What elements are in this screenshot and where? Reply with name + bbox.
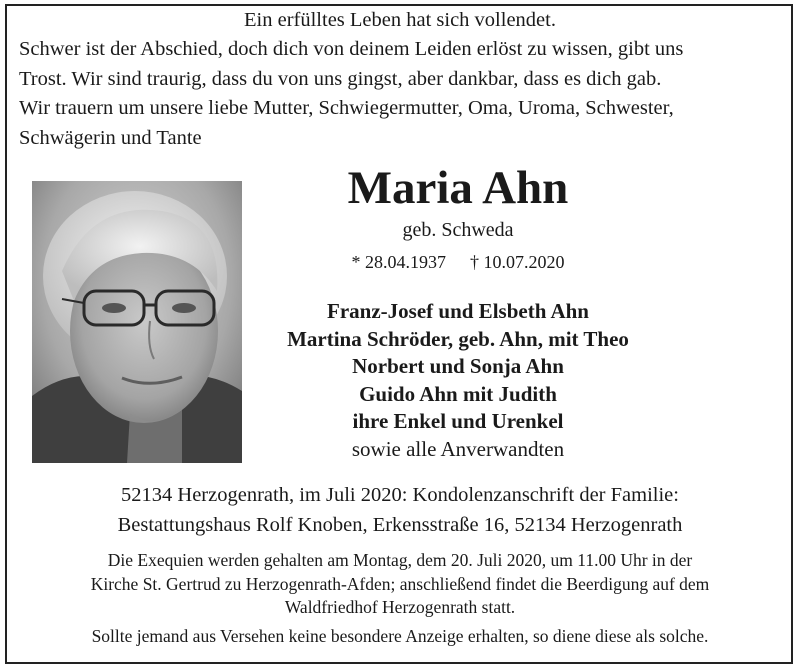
service-line: Waldfriedhof Herzogenrath statt. [284,597,516,617]
mourner-entry: Guido Ahn mit Judith [359,381,557,406]
service-line: Die Exequien werden gehalten am Montag, dem 20. Juli 2020, um 11.00 Uhr in der [107,550,693,570]
condolence-address [0,481,800,540]
address-line: Bestattungshaus Rolf Knoben, Erkensstraße 16, 52134 Herzogenrath [117,513,683,536]
funeral-service-info [0,549,800,620]
service-line: Kirche St. Gertrud zu Herzogenrath-Afden; anschließend findet die Beerdigung auf dem [90,573,710,594]
deceased-name: Maria Ahn [347,162,569,214]
intro-line: Trost. Wir sind traurig, dass du von uns gingst, aber dankbar, dass es dich gab. [19,67,662,90]
mourner-entry: Franz-Josef und Elsbeth Ahn [327,299,589,323]
intro-line: Schwägerin und Tante [19,126,202,149]
intro-line: Wir trauern um unsere liebe Mutter, Schwiegermutter, Oma, Uroma, Schwester, [19,97,674,119]
mourners-closing: sowie alle Anverwandten [351,436,565,461]
closing-notice: Sollte jemand aus Versehen keine besondere Anzeige erhalten, so diene diese als solche. [91,626,709,646]
maiden-name: geb. Schweda [402,219,514,241]
birth-date: * 28.04.1937 [351,252,446,272]
mourner-entry: Martina Schröder, geb. Ahn, mit Theo [287,326,629,351]
death-date: † 10.07.2020 [470,252,565,272]
mourner-entry: ihre Enkel und Urenkel [352,409,564,434]
mourner-entry: Norbert und Sonja Ahn [352,354,564,379]
mourners-list [208,298,708,464]
intro-line: Schwer ist der Abschied, doch dich von deinem Leiden erlöst zu wissen, gibt uns [19,38,684,60]
intro-text [19,35,781,153]
life-dates [258,249,658,275]
intro-heading: Ein erfülltes Leben hat sich vollendet. [244,9,556,31]
address-line: 52134 Herzogenrath, im Juli 2020: Kondolenzanschrift der Familie: [121,484,679,506]
